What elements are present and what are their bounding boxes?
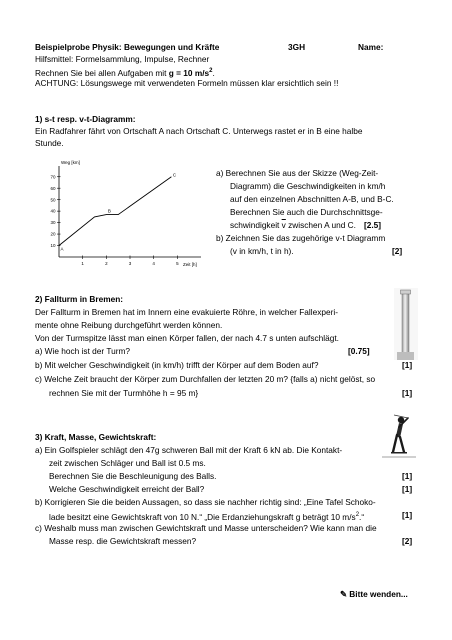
task1-intro-2: Stunde. — [35, 138, 64, 148]
task2-c-points: [1] — [402, 388, 413, 398]
point-label: B — [107, 208, 111, 214]
pencil-icon: ✎ — [340, 589, 347, 599]
task3-b-line2-text: lade besitzt eine Gewichtskraft von 10 N.“ „Die Erdanziehungskraft g beträgt 10 m/s — [49, 511, 356, 522]
task1-a-line2: Diagramm) die Geschwindigkeiten in km/h — [230, 181, 386, 191]
y-axis-label: Weg [km] — [61, 160, 80, 165]
task3-c-line1: c) Weshalb muss man zwischen Gewichtskraft und Masse unterscheiden? Wie kann man die — [35, 523, 377, 533]
task1-a-line4: Berechnen Sie auch die Durchschnittsge- — [230, 207, 383, 217]
task1-a-line5 — [230, 220, 356, 231]
task1-heading: 1) s-t resp. v-t-Diagramm: — [35, 114, 136, 124]
distance-line — [59, 177, 171, 246]
task1-a-points: [2.5] — [364, 220, 382, 230]
x-tick-label: 3 — [128, 261, 132, 266]
y-tick-label: 10 — [50, 243, 56, 249]
y-tick-label: 50 — [50, 197, 56, 203]
task2-line1: Der Fallturm in Bremen hat im Innern eine evakuierte Röhre, in welcher Fallexperi- — [35, 307, 338, 317]
x-axis-label: Zeit [h] — [183, 262, 197, 267]
golfer-image — [382, 414, 416, 458]
distance-time-chart — [34, 156, 204, 274]
gravity-note-text: Rechnen Sie bei allen Aufgaben mit — [35, 67, 169, 78]
task3-heading: 3) Kraft, Masse, Gewichtskraft: — [35, 432, 157, 442]
task3-a-line3: Berechnen Sie die Beschleunigung des Balls. — [49, 471, 217, 481]
task3-b-exponent: 2 — [355, 512, 360, 518]
gravity-value: g = 10 m/s — [168, 67, 210, 78]
average-velocity-symbol: $\overline{v}$ — [281, 220, 286, 230]
task2-b-points: [1] — [402, 360, 413, 370]
task2-c-line2: rechnen Sie mit der Turmhöhe h = 95 m} — [49, 388, 199, 398]
task3-a4-points: [1] — [402, 484, 413, 494]
y-tick-label: 70 — [50, 174, 56, 180]
gravity-exponent: 2 — [209, 68, 213, 74]
task2-b: b) Mit welcher Geschwindigkeit (in km/h) trifft der Körper auf dem Boden auf? — [35, 360, 319, 370]
task1-a-line1: a) Berechnen Sie aus der Skizze (Weg-Zeit- — [216, 168, 379, 178]
task3-b-line2-end: .“ — [359, 511, 365, 522]
task2-a-points: [0.75] — [348, 346, 370, 356]
task3-a-line4: Welche Geschwindigkeit erreicht der Ball? — [49, 484, 205, 494]
y-tick-label: 20 — [50, 231, 56, 237]
page-title: Beispielprobe Physik: Bewegungen und Kräfte — [35, 42, 220, 52]
task3-c-line2: Masse resp. die Gewichtskraft messen? — [49, 536, 197, 546]
task2-c-line1: c) Welche Zeit braucht der Körper zum Durchfallen der letzten 20 m? {falls a) nicht gelöst, so — [35, 374, 376, 384]
footer-text: Bitte wenden... — [349, 589, 408, 599]
point-label: A — [60, 246, 64, 252]
task2-heading: 2) Fallturm in Bremen: — [35, 294, 124, 304]
task2-a: a) Wie hoch ist der Turm? — [35, 346, 130, 356]
task1-b-points: [2] — [392, 246, 403, 256]
task2-line3: Von der Turmspitze lässt man einen Körper fallen, der nach 4.7 s unten aufschlägt. — [35, 333, 339, 343]
point-label: C — [172, 172, 177, 178]
task1-b-line2: (v in km/h, t in h). — [230, 246, 294, 256]
y-tick-label: 30 — [50, 220, 56, 226]
task3-a-line2: zeit zwischen Schläger und Ball ist 0.5 ms. — [49, 458, 206, 468]
aids-line: Hilfsmittel: Formelsammlung, Impulse, Rechner — [35, 54, 210, 64]
task3-c-points: [2] — [402, 536, 413, 546]
gravity-note — [35, 66, 215, 79]
task1-a-line3: auf den einzelnen Abschnitten A-B, und B-C. — [230, 194, 394, 204]
name-label: Name: — [358, 42, 384, 52]
warning-line: ACHTUNG: Lösungswege mit verwendeten Formeln müssen klar ersichtlich sein !! — [35, 78, 339, 88]
task2-line2: mente ohne Reibung durchgeführt werden können. — [35, 320, 223, 330]
task3-b-line2 — [49, 510, 364, 523]
task1-b-line1: b) Zeichnen Sie das zugehörige v-t Diagramm — [216, 233, 386, 243]
y-tick-label: 60 — [50, 185, 56, 191]
task1-intro-1: Ein Radfahrer fährt von Ortschaft A nach Ortschaft C. Unterwegs rastet er in B eine halbe — [35, 126, 363, 136]
x-tick-label: 4 — [152, 261, 155, 266]
task3-b-points: [1] — [402, 510, 413, 520]
task3-b-line1: b) Korrigieren Sie die beiden Aussagen, so dass sie nachher richtig sind: „Eine Tafel Schoko- — [35, 497, 376, 507]
x-tick-label: 5 — [176, 261, 179, 266]
drop-tower-image — [394, 288, 418, 360]
task3-a3-points: [1] — [402, 471, 413, 481]
footer-note — [340, 589, 408, 600]
x-tick-label: 2 — [105, 261, 108, 266]
gravity-note-end: . — [212, 67, 215, 78]
task1-a-line5-text: schwindigkeit — [230, 220, 282, 230]
task3-a-line1: a) Ein Golfspieler schlägt den 47g schweren Ball mit der Kraft 6 kN ab. Die Kontakt- — [35, 445, 343, 455]
class-label: 3GH — [288, 42, 306, 52]
y-tick-label: 40 — [50, 208, 56, 214]
x-tick-label: 1 — [81, 261, 84, 266]
task1-a-line5-end: zwischen A und C. — [285, 220, 356, 230]
